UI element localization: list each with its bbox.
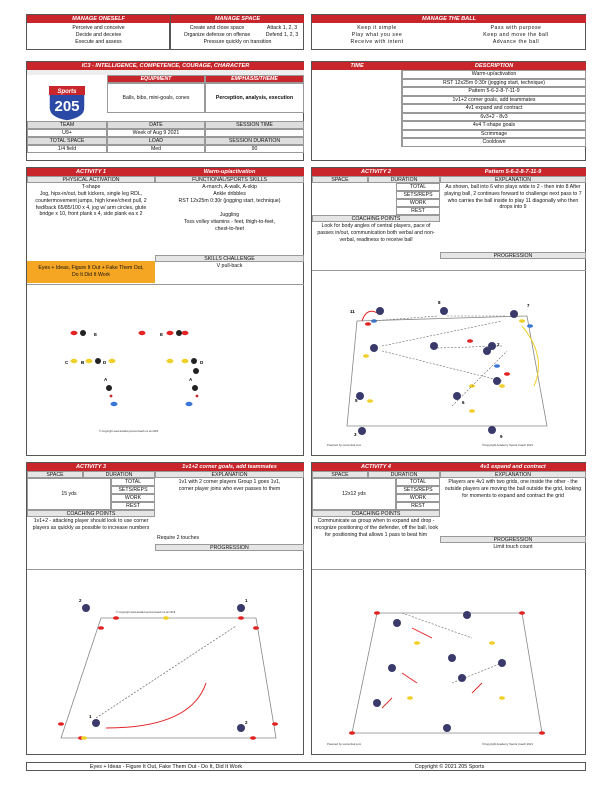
date-label: DATE xyxy=(107,121,205,129)
activity3-copyright: © Copyright www.academysoccercoach.co.uk 2019 xyxy=(116,611,176,614)
schedule-box xyxy=(311,61,586,161)
activity4-powered: Powered by soccerIsol.com xyxy=(327,742,362,746)
manage-ball-right-2: Keep and move the ball xyxy=(483,32,549,38)
manage-oneself-title: MANAGE ONESELF xyxy=(27,15,170,23)
equipment-label: EQUIPMENT xyxy=(107,75,205,83)
footer-bar xyxy=(26,762,586,771)
footer-right: Copyright © 2021 205 Sports xyxy=(414,764,485,770)
progression-label: PROGRESSION xyxy=(440,252,586,259)
activity4-name: 4v1 expand and contract xyxy=(440,463,586,471)
coaching-points-label: COACHING POINTS xyxy=(312,510,440,517)
manage-oneself-line-2: Decide and deceive xyxy=(75,32,122,38)
duration-label: DURATION xyxy=(368,471,440,478)
session-time-value xyxy=(205,129,304,137)
svg-text:1: 1 xyxy=(245,598,248,603)
total-label: TOTAL xyxy=(111,478,155,486)
total-space-value: 1/4 field xyxy=(27,145,107,153)
coaching-points-label: COACHING POINTS xyxy=(27,510,155,517)
activity4-progression: Limit touch count xyxy=(493,544,533,550)
svg-text:E: E xyxy=(160,332,164,337)
activity4-explanation: Players are 4v1 with two grids, one inside the other - the outside players are moving the ball outside the grid, looking for moments to expand and contract the grid xyxy=(444,479,582,499)
manage-ball-right-3: Advance the ball xyxy=(492,39,540,45)
svg-text:A: A xyxy=(189,377,193,382)
logo-brand: Sports xyxy=(57,89,77,95)
manage-space-left-2: Organize defense on offense xyxy=(183,32,251,38)
activity1-copyright: © Copyright www.academysoccercoach.co.uk 2020 xyxy=(99,430,159,433)
progression-label: PROGRESSION xyxy=(440,536,586,543)
svg-text:8: 8 xyxy=(438,300,441,305)
work-label: WORK xyxy=(396,199,440,207)
load-label: LOAD xyxy=(107,137,205,145)
svg-text:C: C xyxy=(65,360,69,365)
time-label: TIME xyxy=(312,62,402,70)
physical-title: T-shape xyxy=(81,184,101,190)
manage-space-bottom: Pressure quickly on transition xyxy=(203,39,272,45)
physical-activation-label: PHYSICAL ACTIVATION xyxy=(27,176,155,183)
svg-text:2: 2 xyxy=(79,598,82,603)
activity1-label: ACTIVITY 1 xyxy=(27,168,155,176)
sports-skills-label: FUNCTIONAL/SPORTS SKILLS xyxy=(155,176,304,183)
skills-challenge-value: V pull-back xyxy=(216,263,243,269)
activity2-copyright: ©Copyright Academy Sports Coach 2021 xyxy=(482,443,534,447)
activity1-name: Warm-up/activation xyxy=(155,168,304,176)
sets-reps-label: SETS/REPS xyxy=(111,486,155,494)
duration-label: DURATION xyxy=(83,471,155,478)
eyes-ideas-banner: Eyes + Ideas, Figure It Out + Fake Them Out, Do It Did It Work xyxy=(27,261,155,283)
manage-space-right-1: Attack 1, 2, 3 xyxy=(266,25,298,31)
total-label: TOTAL xyxy=(396,183,440,191)
svg-text:7: 7 xyxy=(527,303,530,308)
skill-item: Ankle dribbles xyxy=(213,191,246,197)
svg-text:B: B xyxy=(81,360,85,365)
session-banner: IC3 - INTELLIGENCE, COMPETENCE, COURAGE, CHARACTER xyxy=(27,62,304,70)
schedule-item: 4v4 T-shape goals xyxy=(402,121,586,130)
activity3-box xyxy=(26,462,304,755)
equipment-value: Balls, bibs, mini-goals, cones xyxy=(107,83,205,113)
activity4-box xyxy=(311,462,586,755)
schedule-item: Pattern 5-6-2-8-7-11-9 xyxy=(402,87,586,96)
session-time-label: SESSION TIME xyxy=(205,121,304,129)
activity2-name: Pattern 5-6-2-8-7-11-9 xyxy=(440,168,586,176)
skill-item: Toss volley vitamins - feet, thigh-to-feet, chest-to-feet xyxy=(183,219,276,232)
activity2-box xyxy=(311,167,586,456)
space-label: SPACE xyxy=(27,471,83,478)
activity3-name: 1v1+2 corner goals, add teammates xyxy=(155,463,304,471)
schedule-item: 6v3+2 - 8v3 xyxy=(402,113,586,122)
activity3-coaching: 1v1+2 - attacking player should look to use corner players as quickly as possible to increase numbers xyxy=(32,518,150,531)
activity4-coaching: Communicate as group when to expand and drop - recognize positioning of the defender, off the ball, look for positioning that allows 1 pass to beat him xyxy=(314,518,438,538)
work-label: WORK xyxy=(396,494,440,502)
manage-ball-left-2: Play what you see xyxy=(351,32,403,38)
activity4-diagram xyxy=(322,583,577,751)
footer-left: Eyes + Ideas - Figure It Out, Fake Them Out - Do It, Did It Work xyxy=(89,764,243,770)
manage-space-title: MANAGE SPACE xyxy=(171,15,304,23)
schedule-item: Scrimmage xyxy=(402,130,586,139)
activity3-space: 15 yds xyxy=(27,478,111,510)
schedule-item: RST 12x25m 0:30r (jogging start, technique) xyxy=(402,79,586,88)
sets-reps-label: SETS/REPS xyxy=(396,486,440,494)
rest-label: REST xyxy=(396,502,440,510)
activity2-label: ACTIVITY 2 xyxy=(312,168,440,176)
activity4-copyright: ©Copyright Academy Sports Coach 2021 xyxy=(482,742,534,746)
svg-text:E: E xyxy=(94,332,98,337)
emphasis-value: Perception, analysis, execution xyxy=(205,83,304,113)
manage-space-right-2: Defend 1, 2, 3 xyxy=(265,32,299,38)
svg-text:5: 5 xyxy=(355,398,358,403)
manage-ball-right-1: Pass with purpose xyxy=(490,25,542,31)
manage-oneself-line-3: Execute and assess xyxy=(75,39,122,45)
session-info-box xyxy=(26,61,304,161)
rest-label: REST xyxy=(111,502,155,510)
explanation-label: EXPLANATION xyxy=(440,176,586,183)
manage-space-box xyxy=(170,14,304,50)
time-column xyxy=(312,70,402,147)
coaching-points-label: COACHING POINTS xyxy=(312,215,440,222)
physical-text: Jog, hips-in/out, butt kickers, single leg RDL, countermovement jumps, high knee/chest pull, 2 fwd/back 65/85/100 x 4, jog w/ arm circles, glute bridge x 10, front plank x 4, side plank ea x 2 xyxy=(35,191,147,218)
duration-label: DURATION xyxy=(368,176,440,183)
logo-number: 205 xyxy=(54,98,80,115)
total-space-label: TOTAL SPACE xyxy=(27,137,107,145)
manage-oneself-box xyxy=(26,14,170,50)
manage-ball-box xyxy=(311,14,586,50)
activity4-label: ACTIVITY 4 xyxy=(312,463,440,471)
manage-oneself-line-1: Perceive and conceive xyxy=(72,25,125,31)
skill-item: Juggling xyxy=(219,212,240,218)
activity2-coaching: Look for body angles of central players, pace of passes in/out, communication both verbal and non-verbal, readiness to receive ball xyxy=(317,223,435,243)
sports-205-logo xyxy=(45,82,89,122)
schedule-item: 1v1+2 corner goals, add teammates xyxy=(402,96,586,105)
emphasis-label: EMPHASIS/THEME xyxy=(205,75,304,83)
svg-text:11: 11 xyxy=(350,309,355,314)
svg-text:3: 3 xyxy=(354,432,357,437)
sets-reps-label: SETS/REPS xyxy=(396,191,440,199)
manage-ball-left-1: Keep it simple xyxy=(357,25,397,31)
activity3-diagram xyxy=(41,588,291,748)
progression-label: PROGRESSION xyxy=(155,544,304,551)
activity4-space: 12x12 yds xyxy=(312,478,396,510)
svg-text:2: 2 xyxy=(497,342,500,347)
duration-label: SESSION DURATION xyxy=(205,137,304,145)
schedule-item: Cooldown xyxy=(402,138,586,147)
schedule-item: Warm-up/activation xyxy=(402,70,586,79)
space-label: SPACE xyxy=(312,471,368,478)
svg-text:D: D xyxy=(200,360,204,365)
svg-text:2: 2 xyxy=(245,720,248,725)
manage-ball-title: MANAGE THE BALL xyxy=(312,15,586,23)
duration-value: 90 xyxy=(205,145,304,153)
activity1-box xyxy=(26,167,304,456)
activity3-extra: Require 2 touches xyxy=(157,535,200,541)
skill-item: RST 12x25m 0:30r (jogging start, technique) xyxy=(178,198,281,204)
svg-text:1: 1 xyxy=(89,714,92,719)
team-label: TEAM xyxy=(27,121,107,129)
activity1-diagram xyxy=(39,306,289,441)
date-value: Week of Aug 9 2021 xyxy=(107,129,205,137)
explanation-label: EXPLANATION xyxy=(440,471,586,478)
total-label: TOTAL xyxy=(396,478,440,486)
load-value: Med xyxy=(107,145,205,153)
manage-space-left-1: Create and close space xyxy=(189,25,245,31)
activity2-diagram xyxy=(322,286,577,452)
skills-challenge-label: SKILLS CHALLENGE xyxy=(155,255,304,262)
explanation-label: EXPLANATION xyxy=(155,471,304,478)
rest-label: REST xyxy=(396,207,440,215)
activity2-explanation: As shown, ball into 6 who plays wide to 2 - then into 8 After playing ball, 2 continues forward to challenge next pass to 7 who carries the ball inside to play 11 diagonally who then drops into 9 xyxy=(444,184,582,211)
activity3-explanation: 1v1 with 2 corner players Group 1 goes 1v1, corner player joins who ever passes to them xyxy=(178,479,281,492)
svg-text:A: A xyxy=(104,377,108,382)
skill-item: A-march, A-walk, A-skip xyxy=(202,184,257,190)
activity2-powered: Powered by soccerIsol.com xyxy=(327,443,362,447)
schedule-item: 4v1 expand and contract xyxy=(402,104,586,113)
activity3-label: ACTIVITY 3 xyxy=(27,463,155,471)
work-label: WORK xyxy=(111,494,155,502)
space-label: SPACE xyxy=(312,176,368,183)
manage-ball-left-3: Receive with intent xyxy=(350,39,404,45)
description-label: DESCRIPTION xyxy=(402,62,586,70)
svg-text:D: D xyxy=(103,360,107,365)
team-value: U9+ xyxy=(27,129,107,137)
svg-text:6: 6 xyxy=(462,400,465,405)
svg-text:9: 9 xyxy=(500,434,503,439)
